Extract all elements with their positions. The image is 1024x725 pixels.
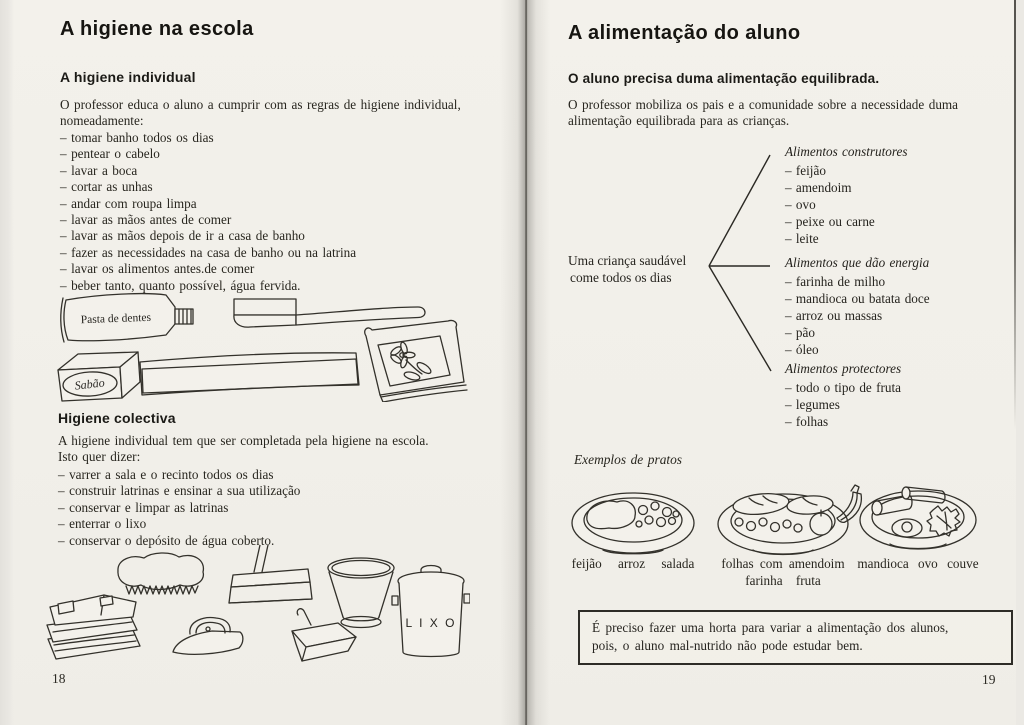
list-item: – enterrar o lixo xyxy=(58,516,147,532)
food-item: – folhas xyxy=(785,414,829,429)
food-item: – amendoim xyxy=(785,180,852,195)
food-group-builders xyxy=(785,143,908,247)
intro-line: nomeadamente: xyxy=(60,113,144,129)
list-item: – cortar as unhas xyxy=(60,179,153,195)
comb-illustration xyxy=(140,353,359,395)
broom-illustration xyxy=(229,545,312,603)
scrub-brush-illustration xyxy=(118,553,203,594)
diagram-subject-line: come todos os dias xyxy=(570,270,672,285)
soap-label: Sabão xyxy=(73,375,106,393)
iron-illustration xyxy=(173,618,243,655)
list-item: – fazer as necessidades na casa de banho ou na latrina xyxy=(60,244,357,260)
diagram-branch-lines xyxy=(540,140,1018,446)
towel-illustration xyxy=(365,320,467,402)
trash-can-label: L I X O xyxy=(405,616,457,630)
food-item: – farinha de milho xyxy=(785,274,886,289)
dustpan-illustration xyxy=(292,609,356,661)
paragraph-nutrition-intro xyxy=(568,97,958,130)
page-number-right: 19 xyxy=(982,672,996,687)
page-number-left: 18 xyxy=(52,671,66,686)
food-item: – mandioca ou batata doce xyxy=(785,291,930,306)
food-groups-diagram xyxy=(540,140,1018,446)
toothpaste-label: Pasta de dentes xyxy=(80,311,152,327)
food-item: – leite xyxy=(785,231,819,246)
food-group-title: Alimentos protectores xyxy=(785,361,902,376)
subheading-balanced-diet: O aluno precisa duma alimentação equilibrada. xyxy=(568,71,880,86)
collective-hygiene-list xyxy=(58,467,300,549)
food-group-protective xyxy=(785,360,901,430)
list-item: – pentear o cabelo xyxy=(60,146,160,162)
plate-label-1: feijão arroz salada xyxy=(571,556,695,571)
page-title-left: A higiene na escola xyxy=(60,18,254,40)
paragraph-individual-intro xyxy=(60,97,461,130)
food-group-energy xyxy=(785,254,930,358)
note-line: É preciso fazer uma horta para variar a alimentação dos alunos, xyxy=(592,620,949,635)
food-item: – ovo xyxy=(785,197,816,212)
list-item: – andar com roupa limpa xyxy=(60,195,197,211)
list-item: – lavar os alimentos antes.de comer xyxy=(60,261,255,277)
food-group-title: Alimentos construtores xyxy=(785,144,908,159)
list-item: – construir latrinas e ensinar a sua utilização xyxy=(58,483,301,499)
food-item: – todo o tipo de fruta xyxy=(785,380,901,395)
list-item: – lavar as mãos depois de ir a casa de banho xyxy=(60,228,305,244)
intro-line: O professor educa o aluno a cumprir com as regras de higiene individual, xyxy=(60,97,461,112)
plate-beans-rice-salad xyxy=(572,493,694,554)
personal-hygiene-illustration xyxy=(50,290,470,402)
food-item: – pão xyxy=(785,325,815,340)
food-item: – feijão xyxy=(785,163,826,178)
intro-line: alimentação equilibrada para as crianças. xyxy=(568,113,790,129)
hygiene-rules-list xyxy=(60,130,356,294)
diagram-subject xyxy=(568,252,686,286)
food-group-title: Alimentos que dão energia xyxy=(785,255,930,270)
diagram-subject-line: Uma criança saudável xyxy=(568,253,687,268)
section-heading-collective: Higiene colectiva xyxy=(58,410,176,426)
trash-can-illustration xyxy=(392,566,470,657)
soap-illustration xyxy=(58,352,140,401)
note-line: pois, o aluno mal-nutrido não pode estudar bem. xyxy=(592,637,863,653)
list-item: – lavar a boca xyxy=(60,162,138,178)
food-item: – legumes xyxy=(785,397,840,412)
list-item: – lavar as mãos antes de comer xyxy=(60,212,232,228)
list-item: – tomar banho todos os dias xyxy=(60,130,214,145)
list-item: – varrer a sala e o recinto todos os dias xyxy=(58,467,274,482)
plate-leaves-flour-fruit xyxy=(718,485,861,555)
food-item: – peixe ou carne xyxy=(785,214,875,229)
plate-label-3: mandioca ovo couve xyxy=(857,556,979,571)
list-item: – beber tanto, quanto possível, água fervida. xyxy=(60,277,301,293)
bucket-illustration xyxy=(328,558,394,628)
list-item: – conservar e limpar as latrinas xyxy=(58,499,229,515)
scan-left-edge xyxy=(0,0,14,725)
intro-line: O professor mobiliza os pais e a comunidade sobre a necessidade duma xyxy=(568,97,959,112)
cleaning-tools-illustration xyxy=(40,545,470,670)
food-item: – óleo xyxy=(785,342,819,357)
scan-right-edge xyxy=(1016,0,1024,725)
page-title-right: A alimentação do aluno xyxy=(568,22,801,44)
plates-heading: Exemplos de pratos xyxy=(574,452,683,467)
list-item: – conservar o depósito de água coberto. xyxy=(58,532,275,548)
toothbrush-illustration xyxy=(234,299,425,327)
plate-cassava-egg-cabbage xyxy=(860,487,976,549)
section-heading-individual: A higiene individual xyxy=(60,69,196,85)
paragraph-collective-intro xyxy=(58,433,429,466)
toothpaste-illustration xyxy=(61,294,193,342)
example-plates-illustration xyxy=(565,478,985,564)
intro-line: A higiene individual tem que ser completada pela higiene na escola. xyxy=(58,433,429,448)
food-item: – arroz ou massas xyxy=(785,308,883,323)
plate-label-2: folhas com amendoim xyxy=(721,556,845,571)
plate-label-2-line2: farinha fruta xyxy=(745,573,821,588)
cloth-stack-illustration xyxy=(47,595,140,659)
garden-note-box xyxy=(578,610,1013,665)
intro-line: Isto quer dizer: xyxy=(58,449,141,465)
